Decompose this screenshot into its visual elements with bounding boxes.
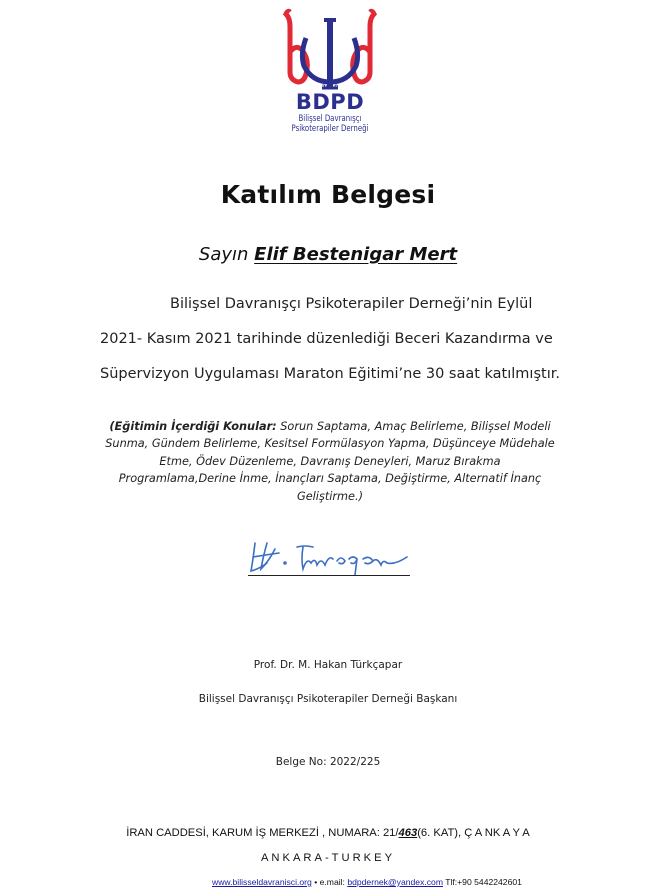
- logo-org-line-1: Bilişsel Davranışçı: [298, 114, 362, 124]
- body-line-2: 2021- Kasım 2021 tarihinde düzenlediği Beceri Kazandırma ve: [100, 331, 553, 347]
- salutation-prefix: Sayın: [198, 244, 249, 265]
- phone-number: Tlf:+90 5442242601: [443, 877, 522, 887]
- signature-line: [248, 575, 410, 576]
- topics-lead: (Eğitimin İçerdiği Konular:: [109, 420, 277, 433]
- signature-image: [245, 535, 415, 580]
- footer-contact: [212, 877, 522, 887]
- logo-org-line-2: Psikoterapiler Derneği: [291, 124, 369, 134]
- email-label: • e.mail:: [311, 877, 348, 887]
- website-link[interactable]: www.bilisseldavranisci.org: [212, 877, 312, 887]
- recipient-name: Elif Bestenigar Mert: [254, 244, 458, 265]
- footer-address: [0, 827, 656, 839]
- body-line-1: Bilişsel Davranışçı Psikoterapiler Derneği’nin Eylül: [170, 296, 533, 312]
- footer-city: ANKARA-TURKEY: [260, 852, 396, 864]
- training-topics: [100, 418, 560, 505]
- salutation: [0, 244, 656, 265]
- logo-abbreviation: BDPD: [295, 90, 365, 114]
- certificate-title: Katılım Belgesi: [220, 180, 436, 209]
- topics-text: Sorun Saptama, Amaç Belirleme, Bilişsel Modeli Sunma, Gündem Belirleme, Kesitsel Formülasyon Yapma, Düşünceye Müdehale Etme, Ödev Düzenleme, Davranış Deneyleri, Maruz Bırakma Programlama,Derine İnme, İnançları Saptama, Değiştirme, Alternatif İnanç Geliştirme.): [105, 420, 555, 503]
- address-part-1: İRAN CADDESİ, KARUM İŞ MERKEZİ , NUMARA: 21/: [126, 827, 399, 839]
- signatory-title: Bilişsel Davranışçı Psikoterapiler Derneği Başkanı: [198, 693, 458, 705]
- document-number: Belge No: 2022/225: [275, 756, 381, 768]
- email-link[interactable]: bdpdernek@yandex.com: [347, 877, 443, 887]
- address-number: 463: [398, 827, 418, 839]
- address-part-2: (6. KAT), Ç A NK A Y A: [417, 827, 530, 839]
- logo-year: 2010: [321, 84, 339, 91]
- body-line-3: Süpervizyon Uygulaması Maraton Eğitimi’ne 30 saat katılmıştır.: [100, 366, 560, 382]
- signatory-name: Prof. Dr. M. Hakan Türkçapar: [253, 659, 403, 671]
